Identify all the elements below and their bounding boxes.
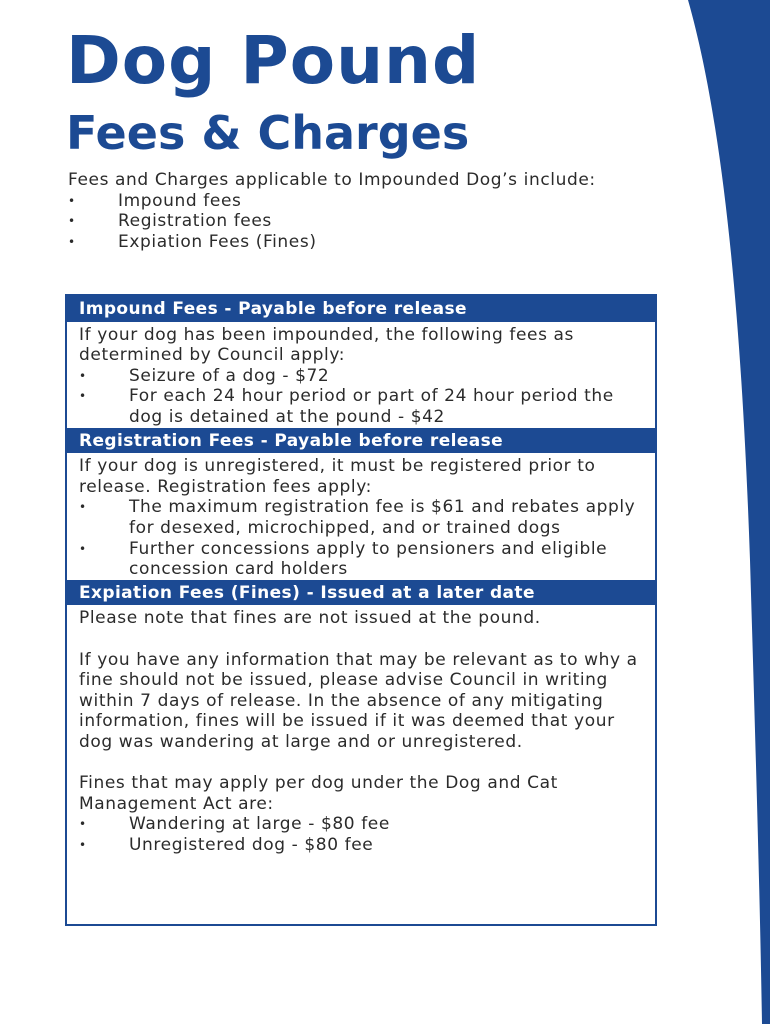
registration-fees-text: If your dog is unregistered, it must be registered prior to release. Registration fees apply:: [79, 456, 596, 497]
registration-fees-heading: Registration Fees - Payable before release: [67, 428, 655, 454]
expiation-fines-intro: Fines that may apply per dog under the Dog and Cat Management Act are:: [79, 773, 558, 814]
registration-fees-list: [79, 497, 643, 579]
expiation-fees-body: [67, 605, 655, 855]
list-item: • Further concessions apply to pensioners and eligible concession card holders: [79, 539, 643, 580]
list-item: • Seizure of a dog - $72: [79, 366, 643, 387]
expiation-fines-list: [79, 814, 643, 855]
intro-text: Fees and Charges applicable to Impounded Dog’s include:: [68, 170, 596, 190]
page-title: Dog Pound: [66, 22, 481, 99]
impound-fees-list: [79, 366, 643, 428]
impound-fees-body: [67, 322, 655, 428]
intro-section: [68, 170, 668, 252]
page-subtitle: Fees & Charges: [66, 106, 470, 160]
list-item: • Expiation Fees (Fines): [68, 232, 668, 253]
expiation-fees-heading: Expiation Fees (Fines) - Issued at a later date: [67, 580, 655, 606]
expiation-info: If you have any information that may be relevant as to why a fine should not be issued, please advise Council in writing within 7 days of release. In the absence of any mitigating information, fines will be issued if it was deemed that your dog was wandering at large and or unregistered.: [79, 649, 638, 752]
list-item: • The maximum registration fee is $61 and rebates apply for desexed, microchipped, and or trained dogs: [79, 497, 643, 538]
registration-fees-body: [67, 453, 655, 580]
list-item: • Registration fees: [68, 211, 668, 232]
list-item: • Wandering at large - $80 fee: [79, 814, 643, 835]
list-item: • For each 24 hour period or part of 24 hour period the dog is detained at the pound - $42: [79, 386, 643, 427]
impound-fees-text: If your dog has been impounded, the following fees as determined by Council apply:: [79, 324, 574, 366]
list-item: • Impound fees: [68, 191, 668, 212]
list-item: • Unregistered dog - $80 fee: [79, 835, 643, 856]
impound-fees-heading: Impound Fees - Payable before release: [67, 296, 655, 322]
expiation-note: Please note that fines are not issued at the pound.: [79, 608, 541, 629]
fees-table: [65, 294, 657, 926]
intro-list: [68, 191, 668, 253]
decorative-blue-wave: [670, 0, 770, 1024]
